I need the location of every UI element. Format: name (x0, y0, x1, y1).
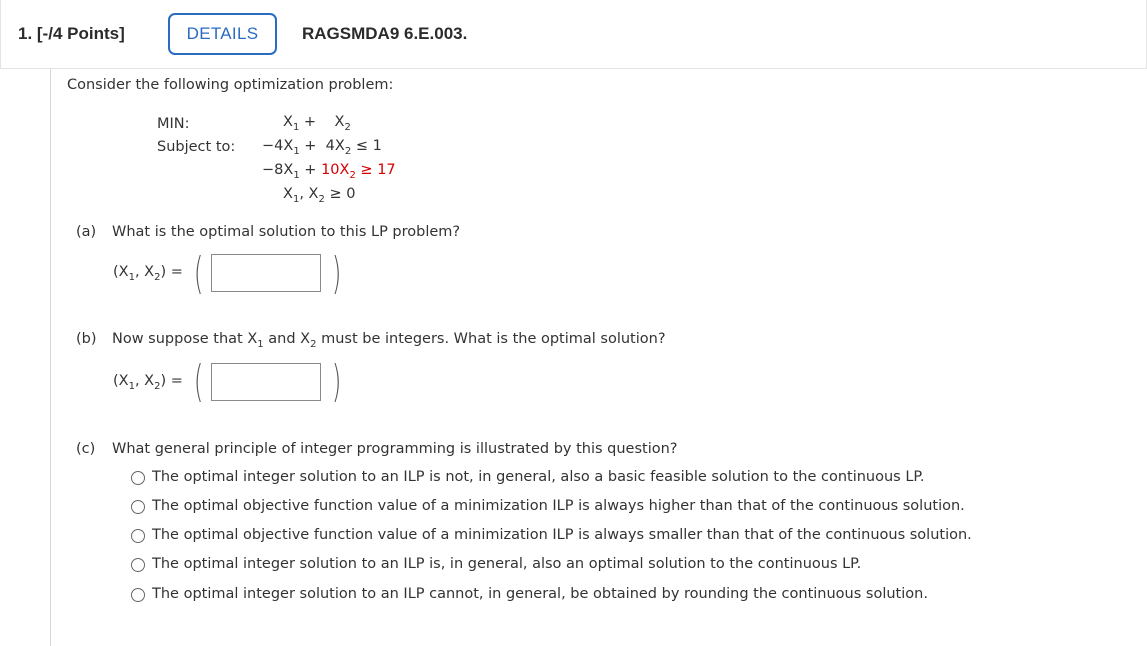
option-label-1[interactable]: The optimal integer solution to an ILP is not, in general, also a basic feasible solution to the continuous LP. (152, 469, 925, 485)
part-a-answer-input[interactable] (211, 254, 321, 292)
option-radio-4[interactable] (131, 558, 145, 572)
option-radio-1[interactable] (131, 471, 145, 485)
option-radio-2[interactable] (131, 500, 145, 514)
part-b-label: (b) (76, 331, 97, 347)
constraint-1: $-4X_1 + 4X_2 \le 1$ (262, 138, 382, 157)
option-label-2[interactable]: The optimal objective function value of a minimization ILP is always higher than that of the continuous solution. (152, 498, 965, 514)
option-label-3[interactable]: The optimal objective function value of a minimization ILP is always smaller than that of the continuous solution. (152, 527, 972, 543)
subject-to-label: Subject to: (157, 139, 236, 155)
constraint-nonnegativity: $X_1$, $X_2 \ge 0$ (283, 186, 356, 205)
details-button[interactable]: DETAILS (168, 13, 277, 55)
objective-expression: $X_1$ + $X_2$ (283, 114, 351, 133)
part-b-question: Now suppose that $X_1$ and $X_2$ must be integers. What is the optimal solution? (112, 331, 666, 350)
min-label: MIN: (157, 116, 190, 132)
part-b-answer-input[interactable] (211, 363, 321, 401)
constraint-2: $-8X_1 + 10X_2 \ge 17$ (262, 162, 396, 181)
part-b-open-paren: ( (193, 356, 204, 407)
part-a-question: What is the optimal solution to this LP problem? (112, 224, 461, 240)
option-radio-5[interactable] (131, 588, 145, 602)
option-label-5[interactable]: The optimal integer solution to an ILP cannot, in general, be obtained by rounding the continuous solution. (152, 586, 928, 602)
part-c-question: What general principle of integer programming is illustrated by this question? (112, 441, 678, 457)
question-header (0, 0, 1147, 69)
part-b-pair-label: ($X_1$, $X_2$) = (113, 373, 183, 392)
intro-text: Consider the following optimization problem: (67, 77, 394, 93)
part-a-pair-label: ($X_1$, $X_2$) = (113, 264, 183, 283)
part-a-label: (a) (76, 224, 97, 240)
part-c-label: (c) (76, 441, 96, 457)
option-radio-3[interactable] (131, 529, 145, 543)
points-label: 1. [-/4 Points] (18, 24, 125, 43)
part-a-open-paren: ( (193, 248, 204, 299)
problem-code: RAGSMDA9 6.E.003. (302, 24, 468, 43)
part-a-close-paren: ) (331, 248, 342, 299)
content-left-border (50, 69, 51, 646)
part-b-close-paren: ) (331, 356, 342, 407)
option-label-4[interactable]: The optimal integer solution to an ILP is, in general, also an optimal solution to the continuous LP. (152, 556, 862, 572)
